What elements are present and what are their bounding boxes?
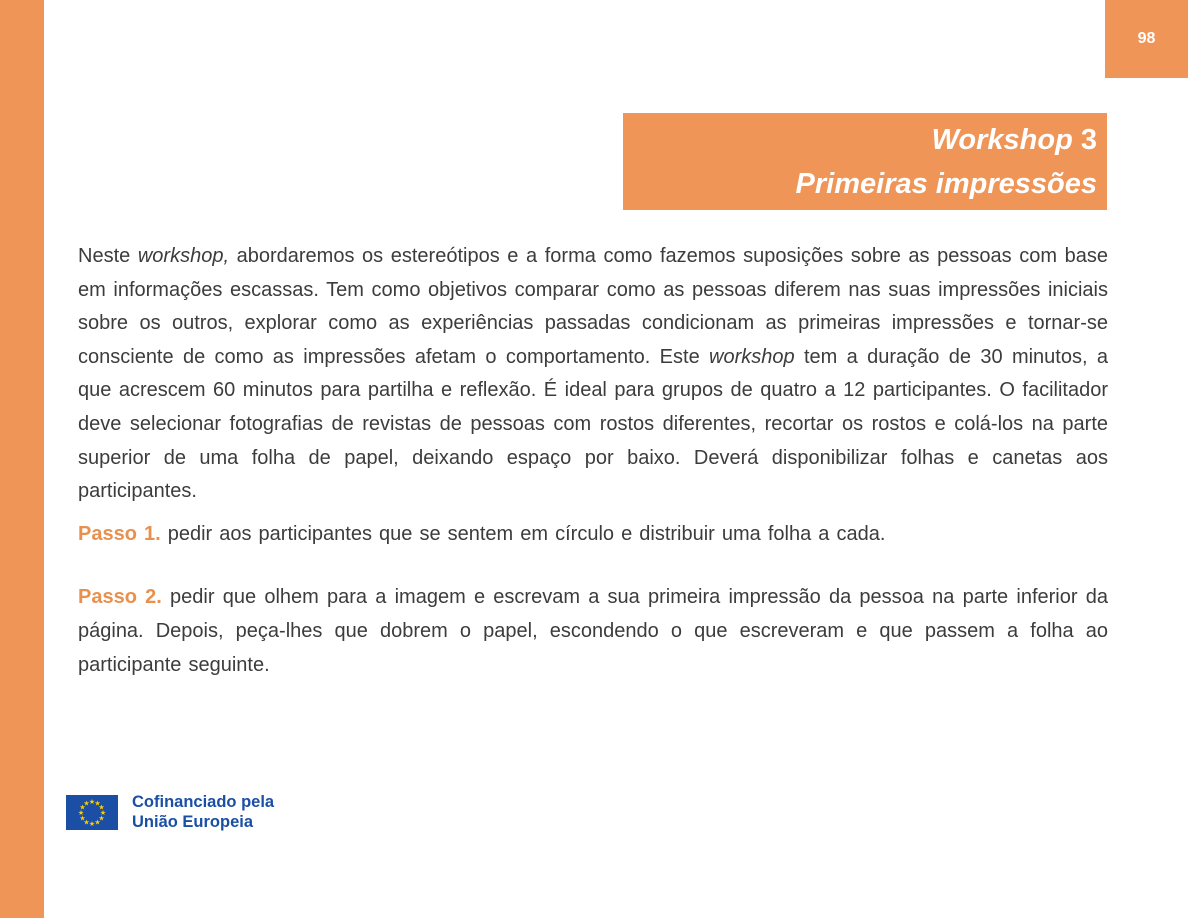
page-number: 98	[1137, 30, 1156, 47]
svg-text:★: ★	[88, 820, 96, 828]
svg-text:★: ★	[83, 799, 90, 807]
svg-text:★: ★	[98, 814, 105, 822]
svg-text:★: ★	[88, 798, 96, 806]
eu-funding-label-line1: Cofinanciado pela	[132, 793, 275, 811]
step-1-paragraph: Passo 1. pedir aos participantes que se sentem em círculo e distribuir uma folha a cada.	[78, 522, 886, 545]
page-number-badge	[1105, 0, 1188, 78]
svg-text:★: ★	[83, 818, 90, 826]
step-2-paragraph: Passo 2. pedir que olhem para a imagem e escrevam a sua primeira impressão da pessoa na parte inferior da página. Depois, peça-lhes que dobrem o papel, escondendo o que escreveram e que passem a folha ao participante seguinte.	[78, 586, 1108, 676]
workshop-header-box	[623, 113, 1107, 210]
left-accent-bar	[0, 0, 44, 918]
body-text	[78, 240, 1108, 682]
workshop-subtitle: Primeiras impressões	[795, 167, 1097, 200]
svg-text:★: ★	[77, 809, 85, 817]
eu-funding-label-line2: União Europeia	[132, 813, 254, 831]
svg-text:★: ★	[94, 818, 101, 826]
svg-text:★: ★	[94, 799, 101, 807]
eu-funding-label	[132, 792, 274, 832]
svg-text:★: ★	[98, 803, 105, 811]
eu-flag-icon	[66, 795, 118, 830]
eu-funding-logo	[66, 792, 274, 832]
svg-text:★: ★	[99, 809, 107, 817]
svg-text:★: ★	[79, 814, 86, 822]
intro-paragraph: Neste workshop, abordaremos os estereótipos e a forma como fazemos suposições sobre as pessoas com base em informações escassas. Tem como objetivos comparar como as pessoas diferem nas suas impressões iniciais sobre os outros, explorar como as experiências passadas condicionam as primeiras impressões e tornar-se consciente de como as impressões afetam o comportamento. Este workshop tem a duração de 30 minutos, a que acrescem 60 minutos para partilha e reflexão. É ideal para grupos de quatro a 12 participantes. O facilitador deve selecionar fotografias de revistas de pessoas com rostos diferentes, recortar os rostos e colá-los na parte superior de uma folha de papel, deixando espaço por baixo. Deverá disponibilizar folhas e canetas aos participantes.	[78, 245, 1109, 503]
svg-text:★: ★	[79, 803, 86, 811]
workshop-title: Workshop 3	[931, 123, 1097, 156]
